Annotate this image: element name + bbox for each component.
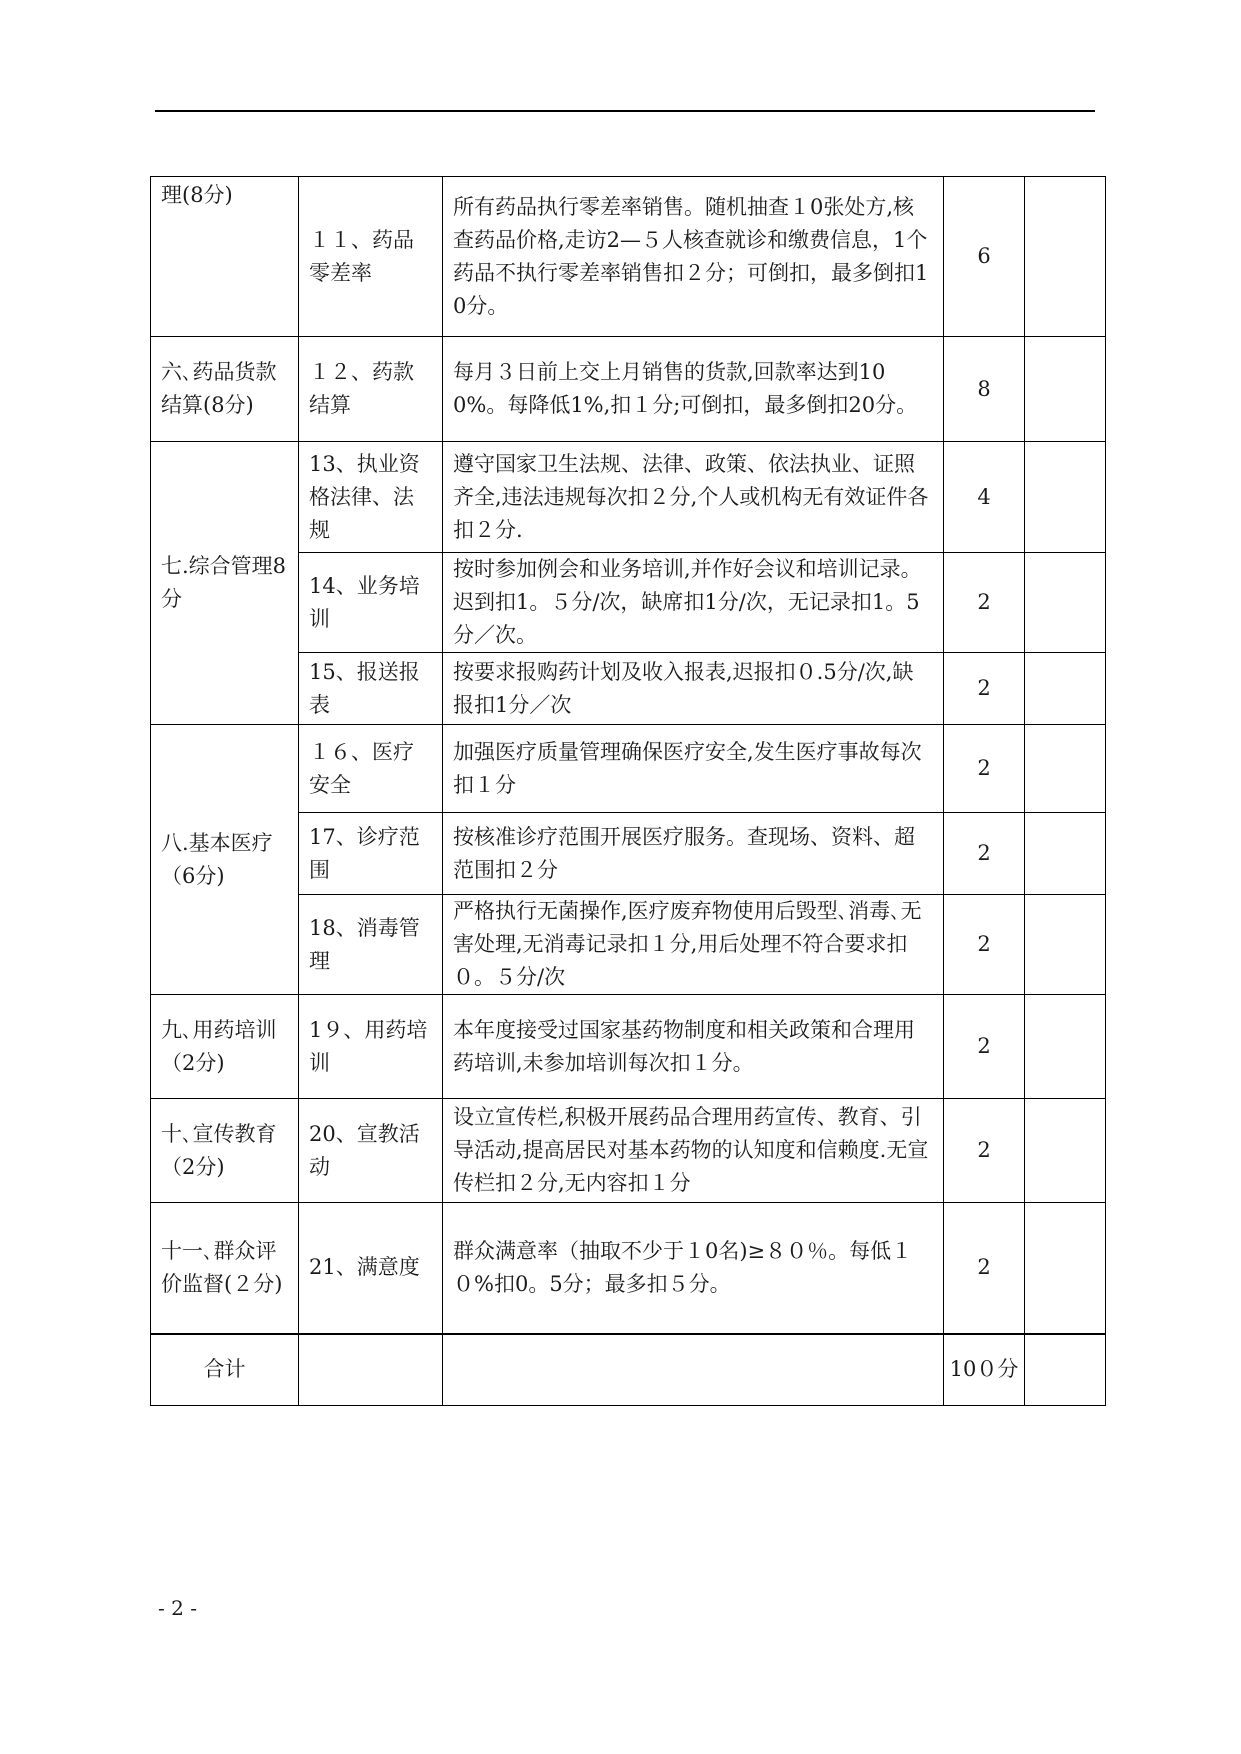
category-cell: 六､药品货款结算(8分) bbox=[151, 337, 299, 442]
item-cell: 21、满意度 bbox=[299, 1203, 443, 1334]
table-row bbox=[151, 177, 1106, 337]
criteria-cell: 遵守国家卫生法规、法律、政策、依法执业、证照齐全,违法违规每次扣２分,个人或机构无有效证件各扣２分. bbox=[443, 442, 944, 553]
criteria-cell: 加强医疗质量管理确保医疗安全,发生医疗事故每次扣１分 bbox=[443, 725, 944, 813]
score-cell: 4 bbox=[944, 442, 1025, 553]
total-label: 合计 bbox=[151, 1334, 299, 1406]
remark-cell bbox=[1025, 653, 1106, 725]
score-cell: 8 bbox=[944, 337, 1025, 442]
item-cell: 18、消毒管理 bbox=[299, 895, 443, 995]
remark-cell bbox=[1025, 177, 1106, 337]
remark-cell bbox=[1025, 442, 1106, 553]
category-cell: 十､宣传教育（2分) bbox=[151, 1099, 299, 1203]
criteria-cell: 设立宣传栏,积极开展药品合理用药宣传、教育、引导活动,提高居民对基本药物的认知度和信赖度.无宣传栏扣２分,无内容扣１分 bbox=[443, 1099, 944, 1203]
criteria-cell: 按时参加例会和业务培训,并作好会议和培训记录。迟到扣1。５分/次，缺席扣1分/次，无记录扣1。5分／次。 bbox=[443, 553, 944, 653]
item-cell: 15、报送报表 bbox=[299, 653, 443, 725]
score-cell: 2 bbox=[944, 895, 1025, 995]
table-row bbox=[151, 442, 1106, 553]
total-score: 10０分 bbox=[944, 1334, 1025, 1406]
score-cell: 6 bbox=[944, 177, 1025, 337]
item-cell: 13、执业资格法律、法规 bbox=[299, 442, 443, 553]
table-row bbox=[151, 337, 1106, 442]
category-cell: 九､用药培训（2分) bbox=[151, 995, 299, 1099]
score-cell: 2 bbox=[944, 1099, 1025, 1203]
header-rule bbox=[155, 110, 1095, 112]
table-row bbox=[151, 1203, 1106, 1334]
score-cell: 2 bbox=[944, 813, 1025, 895]
score-cell: 2 bbox=[944, 995, 1025, 1099]
score-cell: 2 bbox=[944, 1203, 1025, 1334]
item-cell: １１、药品零差率 bbox=[299, 177, 443, 337]
remark-cell bbox=[1025, 995, 1106, 1099]
score-table bbox=[150, 176, 1106, 1406]
criteria-cell: 所有药品执行零差率销售。随机抽查１0张处方,核查药品价格,走访2—５人核查就诊和缴费信息，1个药品不执行零差率销售扣２分；可倒扣，最多倒扣10分。 bbox=[443, 177, 944, 337]
criteria-cell: 严格执行无菌操作,医疗废弃物使用后毁型､消毒､无害处理,无消毒记录扣１分,用后处理不符合要求扣０。５分/次 bbox=[443, 895, 944, 995]
criteria-cell bbox=[443, 1334, 944, 1406]
total-row bbox=[151, 1334, 1106, 1406]
item-cell bbox=[299, 1334, 443, 1406]
item-cell: １２、药款结算 bbox=[299, 337, 443, 442]
table-row bbox=[151, 995, 1106, 1099]
remark-cell bbox=[1025, 1099, 1106, 1203]
score-cell: 2 bbox=[944, 653, 1025, 725]
item-cell: 1９、用药培训 bbox=[299, 995, 443, 1099]
criteria-cell: 每月３日前上交上月销售的货款,回款率达到100%。每降低1%,扣１分;可倒扣，最多倒扣20分。 bbox=[443, 337, 944, 442]
remark-cell bbox=[1025, 553, 1106, 653]
remark-cell bbox=[1025, 1203, 1106, 1334]
criteria-cell: 本年度接受过国家基药物制度和相关政策和合理用药培训,未参加培训每次扣１分。 bbox=[443, 995, 944, 1099]
page-number: - 2 - bbox=[158, 1596, 197, 1620]
criteria-cell: 群众满意率（抽取不少于１0名)≥８０％。每低１０%扣0。5分；最多扣５分。 bbox=[443, 1203, 944, 1334]
category-cell: 八.基本医疗（6分) bbox=[151, 725, 299, 995]
remark-cell bbox=[1025, 895, 1106, 995]
item-cell: 14、业务培训 bbox=[299, 553, 443, 653]
criteria-cell: 按核准诊疗范围开展医疗服务。查现场、资料、超范围扣２分 bbox=[443, 813, 944, 895]
item-cell: 17、诊疗范围 bbox=[299, 813, 443, 895]
category-cell: 理(8分) bbox=[151, 177, 299, 337]
table-row bbox=[151, 725, 1106, 813]
remark-cell bbox=[1025, 337, 1106, 442]
remark-cell bbox=[1025, 813, 1106, 895]
item-cell: 20、宣教活动 bbox=[299, 1099, 443, 1203]
category-cell: 七.综合管理8分 bbox=[151, 442, 299, 725]
item-cell: １６、医疗安全 bbox=[299, 725, 443, 813]
remark-cell bbox=[1025, 725, 1106, 813]
table-row bbox=[151, 1099, 1106, 1203]
remark-cell bbox=[1025, 1334, 1106, 1406]
criteria-cell: 按要求报购药计划及收入报表,迟报扣０.5分/次,缺报扣1分／次 bbox=[443, 653, 944, 725]
score-cell: 2 bbox=[944, 725, 1025, 813]
score-cell: 2 bbox=[944, 553, 1025, 653]
category-cell: 十一､群众评价监督(２分) bbox=[151, 1203, 299, 1334]
